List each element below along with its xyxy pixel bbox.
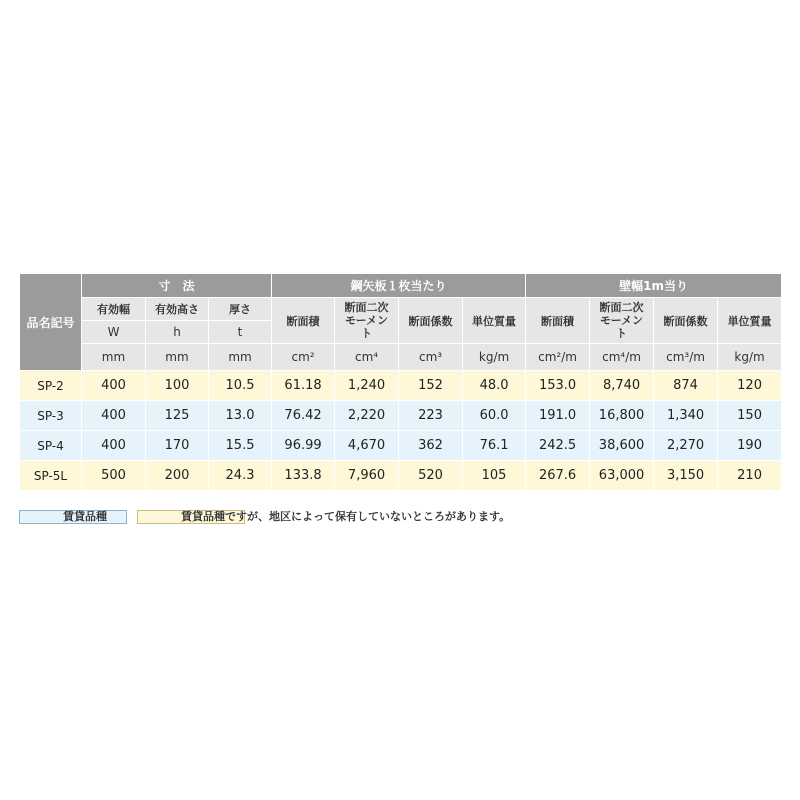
- col-label-meter-mass: 単位質量: [718, 298, 782, 344]
- legend-label-rental-limited: 賃貸品種ですが、地区によって保有していないところがあります。: [181, 510, 511, 523]
- data-cell: 500: [82, 461, 146, 491]
- col-label-sheet-area: 断面積: [272, 298, 335, 344]
- data-cell: 100: [146, 371, 209, 401]
- data-cell: 223: [399, 401, 463, 431]
- data-cell: 76.1: [463, 431, 526, 461]
- data-cell: 48.0: [463, 371, 526, 401]
- data-cell: 4,670: [335, 431, 399, 461]
- data-cell: 200: [146, 461, 209, 491]
- data-cell: 400: [82, 431, 146, 461]
- group-per-meter: 壁幅1m当り: [526, 274, 782, 298]
- legend-label-rental: 賃貸品種: [63, 510, 107, 523]
- col-symbol-h: h: [146, 321, 209, 344]
- data-cell: 242.5: [526, 431, 590, 461]
- unit-meter-moment: cm⁴/m: [590, 344, 654, 371]
- col-label-meter-moment-text: 断面二次モーメント: [599, 301, 644, 340]
- data-cell: 8,740: [590, 371, 654, 401]
- col-symbol-t: t: [209, 321, 272, 344]
- data-cell: 362: [399, 431, 463, 461]
- data-cell: 2,220: [335, 401, 399, 431]
- group-per-sheet: 鋼矢板１枚当たり: [272, 274, 526, 298]
- unit-meter-modulus: cm³/m: [654, 344, 718, 371]
- data-cell: 2,270: [654, 431, 718, 461]
- data-cell: 10.5: [209, 371, 272, 401]
- table-row: [20, 401, 782, 431]
- col-label-thickness: 厚さ: [209, 298, 272, 321]
- model-header: 品名記号: [20, 274, 82, 371]
- data-cell: 400: [82, 401, 146, 431]
- table-row: [20, 431, 782, 461]
- data-cell: 1,240: [335, 371, 399, 401]
- data-cell: 7,960: [335, 461, 399, 491]
- data-cell: 1,340: [654, 401, 718, 431]
- data-cell: 210: [718, 461, 782, 491]
- unit-height: mm: [146, 344, 209, 371]
- col-label-sheet-mass: 単位質量: [463, 298, 526, 344]
- col-label-sheet-modulus: 断面係数: [399, 298, 463, 344]
- col-label-meter-modulus: 断面係数: [654, 298, 718, 344]
- data-cell: 105: [463, 461, 526, 491]
- col-label-sheet-moment-text: 断面二次モーメント: [344, 301, 389, 340]
- group-dimensions: 寸 法: [82, 274, 272, 298]
- data-cell: 150: [718, 401, 782, 431]
- col-symbol-w: W: [82, 321, 146, 344]
- model-cell: SP-3: [20, 401, 82, 431]
- data-cell: 120: [718, 371, 782, 401]
- data-cell: 15.5: [209, 431, 272, 461]
- data-cell: 16,800: [590, 401, 654, 431]
- data-cell: 13.0: [209, 401, 272, 431]
- data-cell: 190: [718, 431, 782, 461]
- data-cell: 96.99: [272, 431, 335, 461]
- data-cell: 60.0: [463, 401, 526, 431]
- data-cell: 191.0: [526, 401, 590, 431]
- spec-table: [19, 273, 782, 491]
- col-label-meter-moment: [590, 298, 654, 344]
- data-cell: 267.6: [526, 461, 590, 491]
- table-row: [20, 371, 782, 401]
- data-cell: 153.0: [526, 371, 590, 401]
- data-cell: 38,600: [590, 431, 654, 461]
- data-cell: 152: [399, 371, 463, 401]
- data-cell: 170: [146, 431, 209, 461]
- data-cell: 3,150: [654, 461, 718, 491]
- data-cell: 63,000: [590, 461, 654, 491]
- data-cell: 76.42: [272, 401, 335, 431]
- data-cell: 874: [654, 371, 718, 401]
- unit-sheet-area: cm²: [272, 344, 335, 371]
- data-cell: 24.3: [209, 461, 272, 491]
- unit-sheet-modulus: cm³: [399, 344, 463, 371]
- data-cell: 400: [82, 371, 146, 401]
- table-row: [20, 461, 782, 491]
- unit-thickness: mm: [209, 344, 272, 371]
- data-cell: 133.8: [272, 461, 335, 491]
- data-cell: 520: [399, 461, 463, 491]
- data-cell: 61.18: [272, 371, 335, 401]
- col-label-height: 有効高さ: [146, 298, 209, 321]
- col-label-sheet-moment: [335, 298, 399, 344]
- legend-item-rental-limited: [137, 510, 511, 524]
- col-label-meter-area: 断面積: [526, 298, 590, 344]
- model-cell: SP-2: [20, 371, 82, 401]
- unit-meter-mass: kg/m: [718, 344, 782, 371]
- unit-meter-area: cm²/m: [526, 344, 590, 371]
- model-cell: SP-4: [20, 431, 82, 461]
- model-cell: SP-5L: [20, 461, 82, 491]
- unit-sheet-moment: cm⁴: [335, 344, 399, 371]
- legend-item-rental: [19, 510, 127, 524]
- unit-sheet-mass: kg/m: [463, 344, 526, 371]
- col-label-width: 有効幅: [82, 298, 146, 321]
- unit-width: mm: [82, 344, 146, 371]
- data-cell: 125: [146, 401, 209, 431]
